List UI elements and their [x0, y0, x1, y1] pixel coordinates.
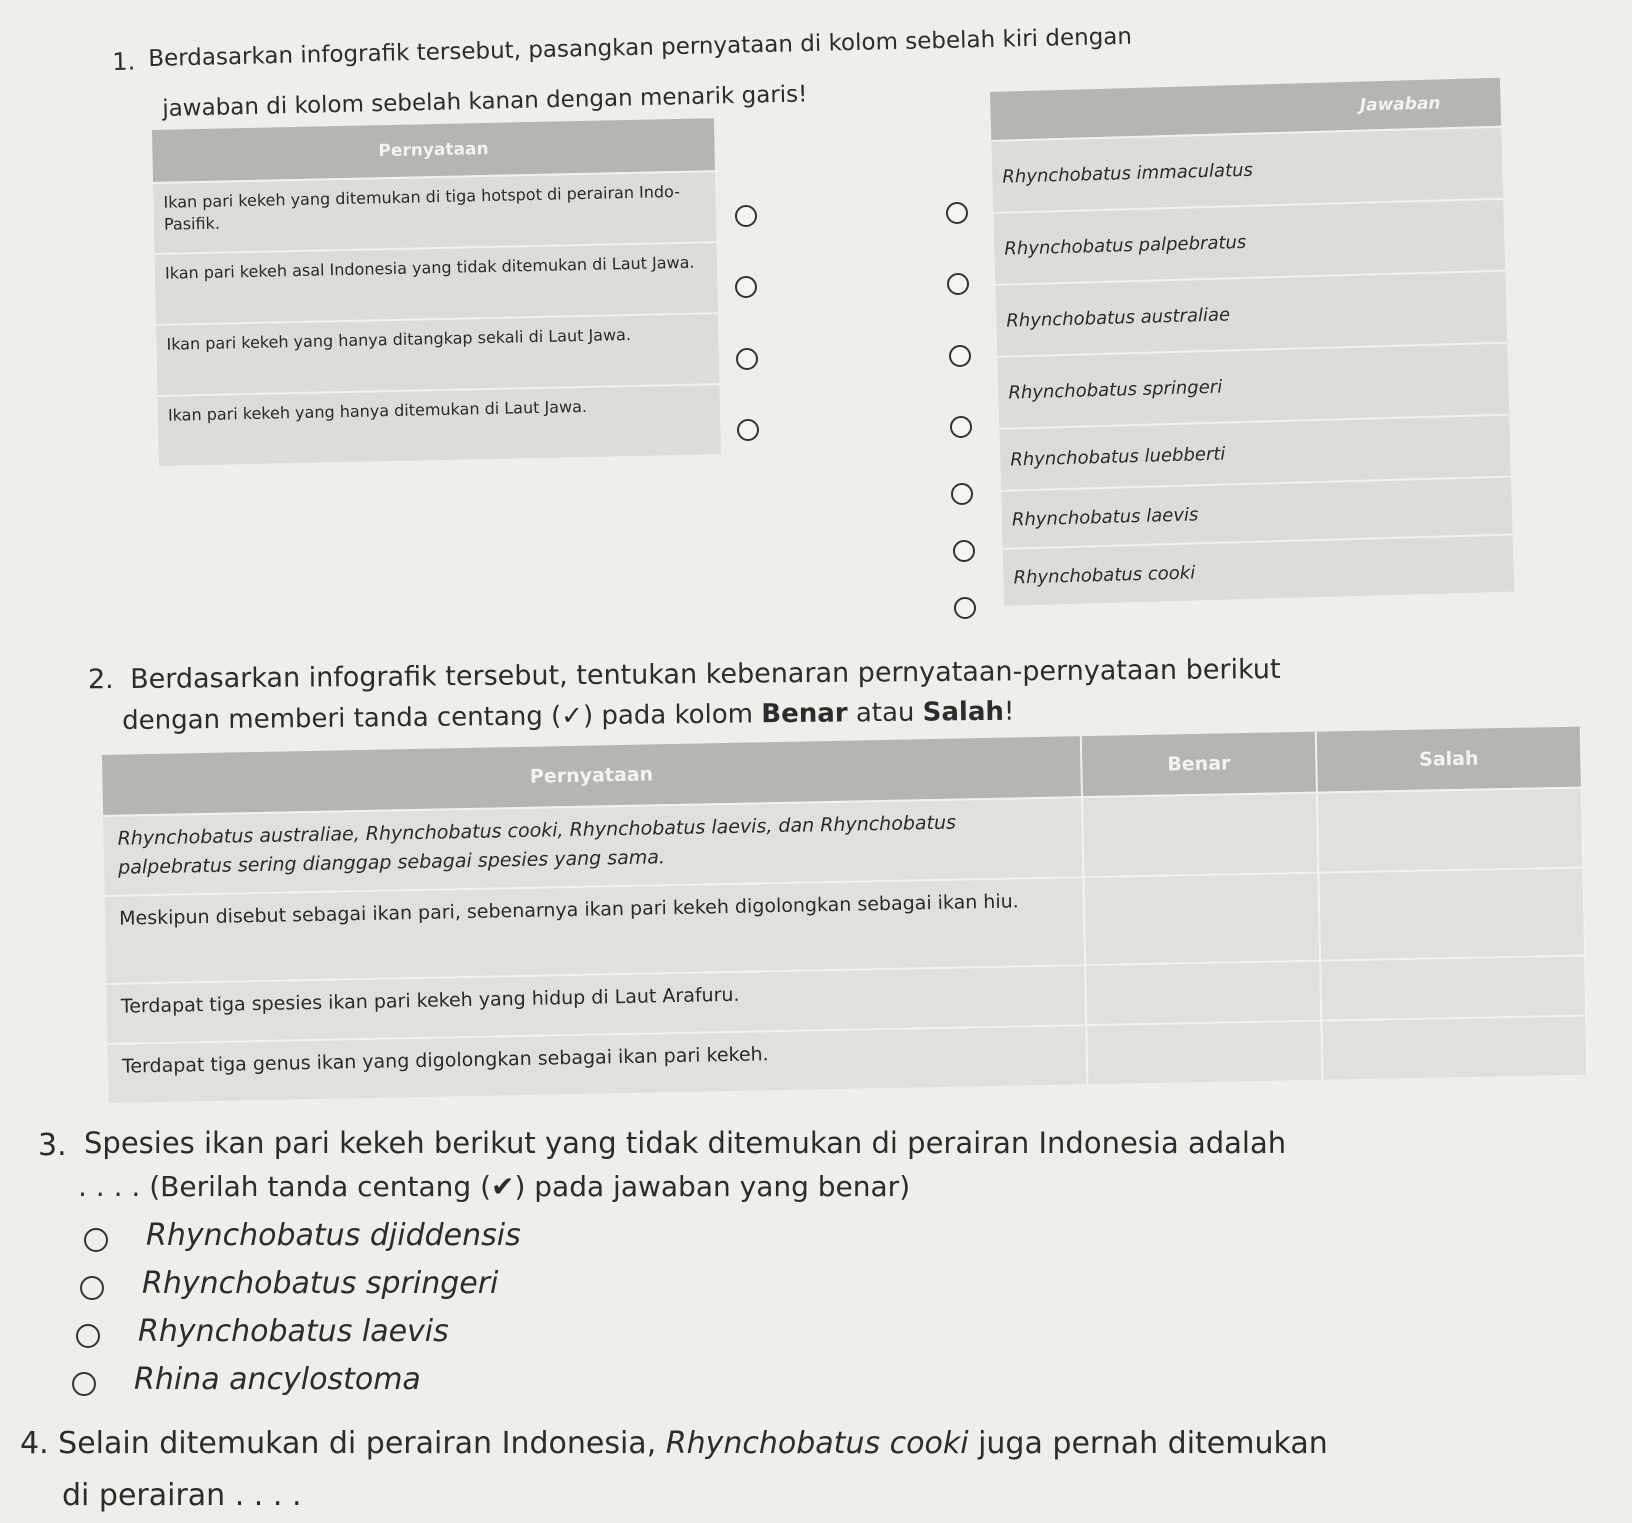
q1-number: 1. — [112, 47, 136, 76]
q2-benar-checkbox[interactable] — [1085, 872, 1322, 964]
q4-species-name: Rhynchobatus cooki — [665, 1426, 969, 1461]
q3-number: 3. — [38, 1128, 67, 1163]
q2-line1: Berdasarkan infografik tersebut, tentukan kebenaran pernyataan-pernyataan berikut — [130, 653, 1281, 695]
q2-benar-checkbox[interactable] — [1087, 1020, 1323, 1085]
q1-answer-table — [990, 78, 1514, 606]
q2-benar-word: Benar — [761, 698, 848, 730]
q4-line1-end: juga pernah ditemukan — [968, 1426, 1328, 1461]
q2-salah-checkbox[interactable] — [1319, 867, 1586, 960]
q2-statement-cell: Terdapat tiga spesies ikan pari kekeh yang hidup di Laut Arafuru. — [106, 964, 1087, 1043]
q2-benar-checkbox[interactable] — [1086, 960, 1322, 1025]
q3-line2: . . . . (Berilah tanda centang (✔) pada jawaban yang benar) — [78, 1170, 911, 1203]
q1-line1: Berdasarkan infografik tersebut, pasangkan pernyataan di kolom sebelah kiri dengan — [148, 23, 1133, 72]
q1-statement-row: Ikan pari kekeh yang hanya ditemukan di Laut Jawa. — [158, 383, 721, 466]
q1-left-connector-dot[interactable] — [737, 419, 759, 441]
q1-right-connector-dot[interactable] — [946, 202, 968, 224]
q1-answer-row: Rhynchobatus springeri — [997, 342, 1509, 428]
q1-answer-row: Rhynchobatus palpebratus — [993, 198, 1505, 284]
q2-line2-end: ! — [1003, 696, 1015, 727]
q1-right-connector-dot[interactable] — [953, 540, 975, 562]
q1-statement-table — [152, 118, 721, 466]
q1-statement-header: Pernyataan — [152, 118, 715, 182]
q3-option-radio[interactable] — [84, 1228, 108, 1252]
q4-line2: di perairan . . . . — [62, 1478, 302, 1513]
q4-line1-text: 4. Selain ditemukan di perairan Indonesia, — [20, 1426, 666, 1461]
q1-answer-row: Rhynchobatus cooki — [1003, 534, 1514, 606]
q1-answer-row: Rhynchobatus australiae — [995, 270, 1507, 356]
q2-salah-checkbox[interactable] — [1321, 955, 1587, 1020]
q2-statement-cell: Terdapat tiga genus ikan yang digolongkan sebagai ikan pari kekeh. — [108, 1024, 1089, 1103]
q2-header-benar: Benar — [1082, 732, 1318, 797]
q1-statement-row: Ikan pari kekeh yang hanya ditangkap sekali di Laut Jawa. — [156, 312, 719, 395]
q1-left-connector-dot[interactable] — [735, 276, 757, 298]
q3-option-radio[interactable] — [72, 1372, 96, 1396]
q3-option-label[interactable]: Rhynchobatus djiddensis — [146, 1218, 521, 1253]
q1-right-connector-dot[interactable] — [951, 483, 973, 505]
q1-left-connector-dot[interactable] — [736, 348, 758, 370]
q1-answer-row: Rhynchobatus luebberti — [999, 414, 1511, 490]
q3-option-label[interactable]: Rhynchobatus laevis — [138, 1314, 449, 1349]
q2-statement-text: Rhynchobatus australiae, Rhynchobatus cooki, Rhynchobatus laevis, dan Rhynchobatus palpebratus sering dianggap sebagai spesies yang sama. — [117, 811, 957, 879]
q2-line2-text: dengan memberi tanda centang (✓) pada kolom — [122, 699, 762, 736]
q3-option-label[interactable]: Rhynchobatus springeri — [142, 1266, 499, 1301]
q1-right-connector-dot[interactable] — [947, 273, 969, 295]
q2-header-salah: Salah — [1317, 727, 1583, 792]
q1-answer-row: Rhynchobatus laevis — [1001, 476, 1512, 548]
q1-right-connector-dot[interactable] — [954, 597, 976, 619]
q1-right-connector-dot[interactable] — [950, 416, 972, 438]
q1-statement-row: Ikan pari kekeh yang ditemukan di tiga hotspot di perairan Indo-Pasifik. — [153, 170, 716, 253]
q2-line2-or: atau — [847, 697, 923, 729]
q2-truth-table — [102, 727, 1588, 1103]
q2-salah-checkbox[interactable] — [1318, 787, 1584, 872]
q2-number: 2. — [88, 664, 114, 695]
q2-benar-checkbox[interactable] — [1083, 792, 1319, 876]
q1-answer-header: Jawaban — [990, 78, 1501, 140]
q1-answer-row: Rhynchobatus immaculatus — [991, 126, 1503, 212]
q4-line1 — [20, 1426, 1328, 1461]
q2-salah-word: Salah — [922, 696, 1005, 728]
q3-option-radio[interactable] — [80, 1276, 104, 1300]
q1-left-connector-dot[interactable] — [735, 205, 757, 227]
q2-salah-checkbox[interactable] — [1322, 1015, 1588, 1080]
q2-statement-cell: Meskipun disebut sebagai ikan pari, sebenarnya ikan pari kekeh digolongkan sebagai ikan hiu. — [105, 876, 1087, 983]
q3-line1: Spesies ikan pari kekeh berikut yang tidak ditemukan di perairan Indonesia adalah — [84, 1126, 1287, 1160]
q1-statement-row: Ikan pari kekeh asal Indonesia yang tidak ditemukan di Laut Jawa. — [155, 241, 718, 324]
q3-option-label[interactable]: Rhina ancylostoma — [134, 1362, 421, 1397]
q2-line2 — [122, 697, 1015, 736]
q1-right-connector-dot[interactable] — [949, 345, 971, 367]
q2-header-statement: Pernyataan — [102, 736, 1083, 815]
q3-option-radio[interactable] — [76, 1324, 100, 1348]
q1-line2: jawaban di kolom sebelah kanan dengan menarik garis! — [162, 81, 808, 122]
